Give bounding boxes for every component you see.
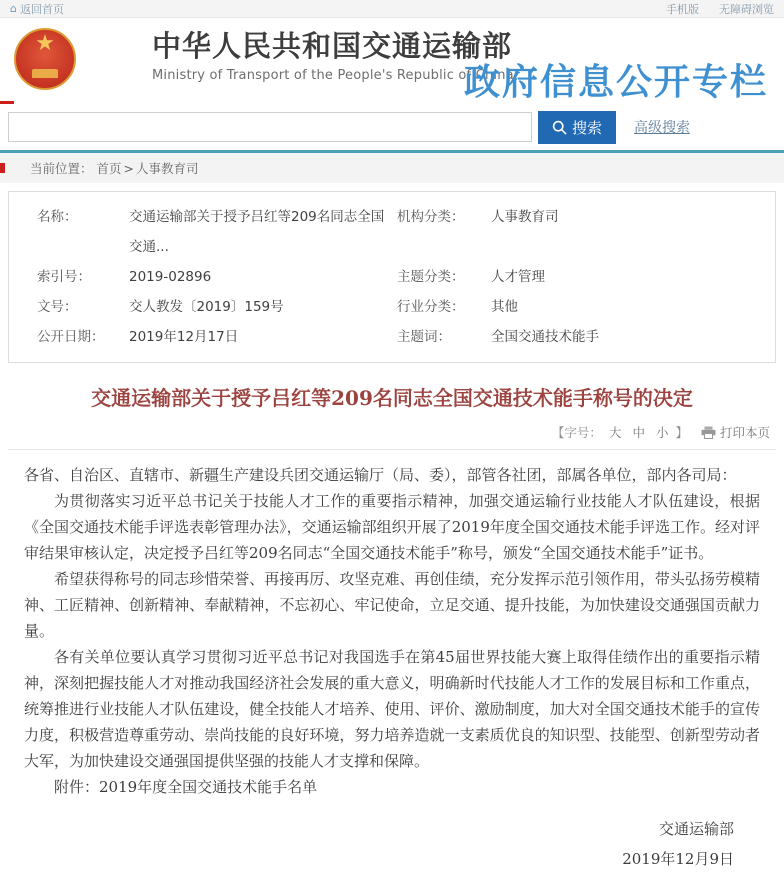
gov-info-column-title: 政府信息公开专栏 [463, 62, 768, 103]
meta-value-docnum: 交人教发〔2019〕159号 [129, 299, 284, 315]
font-size-large-button[interactable]: 大 [608, 425, 622, 440]
meta-label-docnum: 文号： [37, 299, 78, 315]
topbar-right-links [666, 1, 774, 17]
body-paragraph: 为贯彻落实习近平总书记关于技能人才工作的重要指示精神，加强交通运输行业技能人才队伍建设，根据《全国交通技术能手评选表彰管理办法》，交通运输部组织开展了2019年度全国交通技术能手评选工作。经对评审结果审核认定，决定授予吕红等209名同志“全国交通技术能手”称号，颁发“全国交通技术能手”证书。 [24, 492, 760, 562]
site-title: 中华人民共和国交通运输部 [152, 29, 513, 63]
font-size-label: 【字号： [551, 425, 602, 440]
signature-block [24, 814, 760, 874]
meta-label-org-category: 机构分类： [397, 209, 465, 225]
printer-icon [701, 426, 716, 439]
breadcrumb [0, 153, 784, 183]
print-page-label: 打印本页 [719, 425, 770, 440]
font-size-medium-button[interactable]: 中 [632, 425, 645, 440]
site-title-en: Ministry of Transport of the People's Republic of China [152, 68, 514, 84]
search-bar [0, 104, 784, 150]
back-home-link[interactable] [10, 1, 64, 17]
meta-value-keywords: 全国交通技术能手 [491, 329, 599, 345]
breadcrumb-label: 当前位置： [30, 161, 93, 176]
document-metadata-box [8, 191, 776, 363]
site-header [0, 18, 784, 104]
page-tools [0, 411, 784, 449]
breadcrumb-separator: > [123, 160, 134, 176]
meta-label-industry-category: 行业分类： [397, 299, 465, 315]
attachment-line: 附件：2019年度全国交通技术能手名单 [54, 778, 318, 796]
document-body [0, 450, 784, 874]
breadcrumb-department-link[interactable]: 人事教育司 [136, 161, 199, 176]
signature-org: 交通运输部 [658, 820, 734, 838]
body-paragraph: 各有关单位要认真学习贯彻习近平总书记对我国选手在第45届世界技能大赛上取得佳绩作出的重要指示精神，深刻把握技能人才对推动我国经济社会发展的重大意义，明确新时代技能人才工作的发展目标和工作重点，统筹推进行业技能人才队伍建设，健全技能人才培养、使用、评价、激励制度，加大对全国交通技术能手的宣传力度，积极营造尊重劳动、崇尚技能的良好环境，努力培养造就一支素质优良的知识型、技能型、创新型劳动者大军，为加快建设交通强国提供坚强的技能人才支撑和保障。 [24, 648, 760, 770]
home-icon: ⌂ [10, 2, 17, 15]
meta-value-topic-category: 人才管理 [491, 269, 545, 285]
meta-value-pubdate: 2019年12月17日 [129, 329, 239, 345]
mobile-version-link[interactable]: 手机版 [666, 2, 699, 16]
meta-value-index: 2019-02896 [129, 269, 212, 285]
body-paragraph-salutation: 各省、自治区、直辖市、新疆生产建设兵团交通运输厅（局、委），部管各社团，部属各单位，部内各司局： [24, 466, 737, 484]
advanced-search-link[interactable]: 高级搜索 [634, 120, 690, 136]
search-icon [552, 120, 567, 135]
font-size-small-button[interactable]: 小 [655, 425, 669, 440]
back-home-label: 返回首页 [19, 2, 64, 16]
gate-shape [32, 69, 58, 78]
document-title: 交通运输部关于授予吕红等209名同志全国交通技术能手称号的决定 [91, 386, 693, 410]
meta-label-title: 名称： [37, 209, 78, 225]
search-button-label: 搜索 [571, 119, 602, 137]
meta-label-index: 索引号： [37, 269, 91, 285]
meta-label-topic-category: 主题分类： [397, 269, 465, 285]
signature-date: 2019年12月9日 [622, 850, 734, 868]
search-button[interactable] [538, 111, 616, 144]
red-accent-mark [0, 163, 5, 173]
meta-row [9, 292, 775, 322]
meta-row [9, 322, 775, 352]
meta-value-industry-category: 其他 [491, 299, 518, 315]
meta-value-title: 交通运输部关于授予吕红等209名同志全国交通... [129, 209, 385, 255]
star-icon: ★ [35, 31, 55, 56]
search-input[interactable] [8, 112, 532, 142]
meta-value-org-category: 人事教育司 [491, 209, 559, 225]
font-size-label-close: 】 [675, 425, 688, 440]
red-accent-mark [0, 101, 14, 104]
meta-label-keywords: 主题词： [397, 329, 451, 345]
top-utility-bar [0, 0, 784, 18]
national-emblem [14, 28, 76, 90]
site-title-block [152, 30, 514, 83]
meta-row [9, 202, 775, 262]
accessibility-link[interactable]: 无障碍浏览 [719, 2, 774, 16]
meta-row [9, 262, 775, 292]
meta-label-pubdate: 公开日期： [37, 329, 105, 345]
body-paragraph: 希望获得称号的同志珍惜荣誉、再接再厉、攻坚克难、再创佳绩，充分发挥示范引领作用，带头弘扬劳模精神、工匠精神、创新精神、奉献精神，不忘初心、牢记使命，立足交通、提升技能，为加快建设交通强国贡献力量。 [24, 570, 760, 640]
breadcrumb-home-link[interactable]: 首页 [96, 161, 122, 176]
print-page-link[interactable] [701, 423, 770, 441]
